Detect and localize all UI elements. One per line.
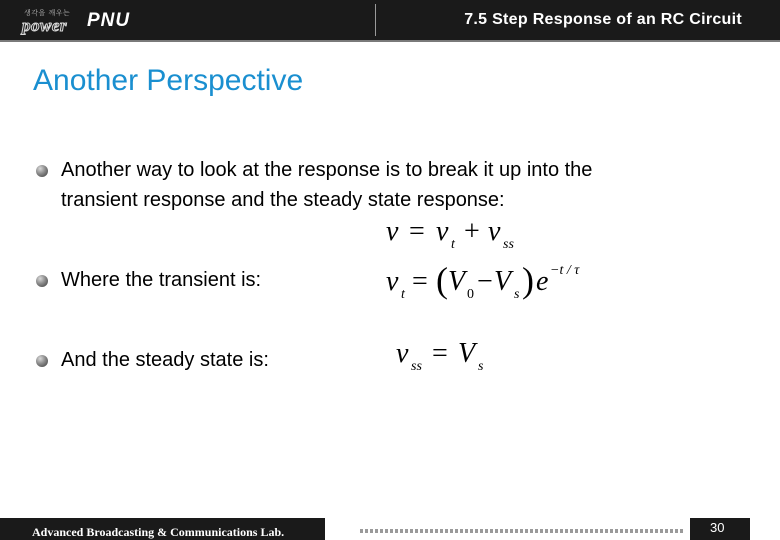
eq2-rparen: ) xyxy=(522,260,534,300)
eq2-0-sub: 0 xyxy=(467,287,474,302)
equation-total-response xyxy=(384,212,534,254)
eq1-plus: + xyxy=(464,216,480,247)
bullet-icon xyxy=(36,165,48,177)
eq3-equals: = xyxy=(432,338,448,369)
equation-steady-state xyxy=(394,334,504,376)
bullet-1-line1: Another way to look at the response is to break it up into the xyxy=(61,159,593,181)
bullet-2-text: Where the transient is: xyxy=(61,269,262,291)
page-number: 30 xyxy=(710,520,725,535)
eq3-Vs: V xyxy=(458,338,476,369)
eq1-t-sub: t xyxy=(451,237,455,252)
eq1-v: v xyxy=(386,216,399,247)
eq2-e: e xyxy=(536,266,549,297)
eq1-equals: = xyxy=(409,216,425,247)
eq2-minus: − xyxy=(477,266,493,297)
section-title: 7.5 Step Response of an RC Circuit xyxy=(464,11,742,28)
bullet-icon xyxy=(36,275,48,287)
eq2-s-sub: s xyxy=(514,287,520,302)
footer-dotted-line xyxy=(360,529,684,533)
eq2-equals: = xyxy=(412,266,428,297)
eq1-vss: v xyxy=(488,216,501,247)
header-separator xyxy=(0,40,780,42)
logo-pnu: PNU xyxy=(87,10,131,31)
equation-transient xyxy=(384,258,604,304)
bullet-icon xyxy=(36,355,48,367)
header-bar xyxy=(0,0,780,40)
eq3-ss-sub: ss xyxy=(411,359,422,374)
eq2-V0: V xyxy=(448,266,466,297)
eq2-v: v xyxy=(386,266,399,297)
eq2-exponent: −t / τ xyxy=(550,263,580,278)
eq2-Vs: V xyxy=(494,266,512,297)
logo-power: power xyxy=(22,16,67,35)
header-divider xyxy=(375,4,376,36)
eq1-vt: v xyxy=(436,216,449,247)
eq3-v: v xyxy=(396,338,409,369)
logo-tagline: 생각을 깨우는 xyxy=(24,9,71,17)
footer-lab-name: Advanced Broadcasting & Communications Lab. xyxy=(32,525,285,539)
bullet-1-line2: transient response and the steady state response: xyxy=(61,189,505,211)
slide-title: Another Perspective xyxy=(33,64,304,97)
bullet-1-text xyxy=(61,155,592,215)
eq3-s-sub: s xyxy=(478,359,484,374)
bullet-3-text: And the steady state is: xyxy=(61,349,269,371)
eq2-lparen: ( xyxy=(436,260,448,300)
eq2-t-sub: t xyxy=(401,287,405,302)
eq1-ss-sub: ss xyxy=(503,237,514,252)
